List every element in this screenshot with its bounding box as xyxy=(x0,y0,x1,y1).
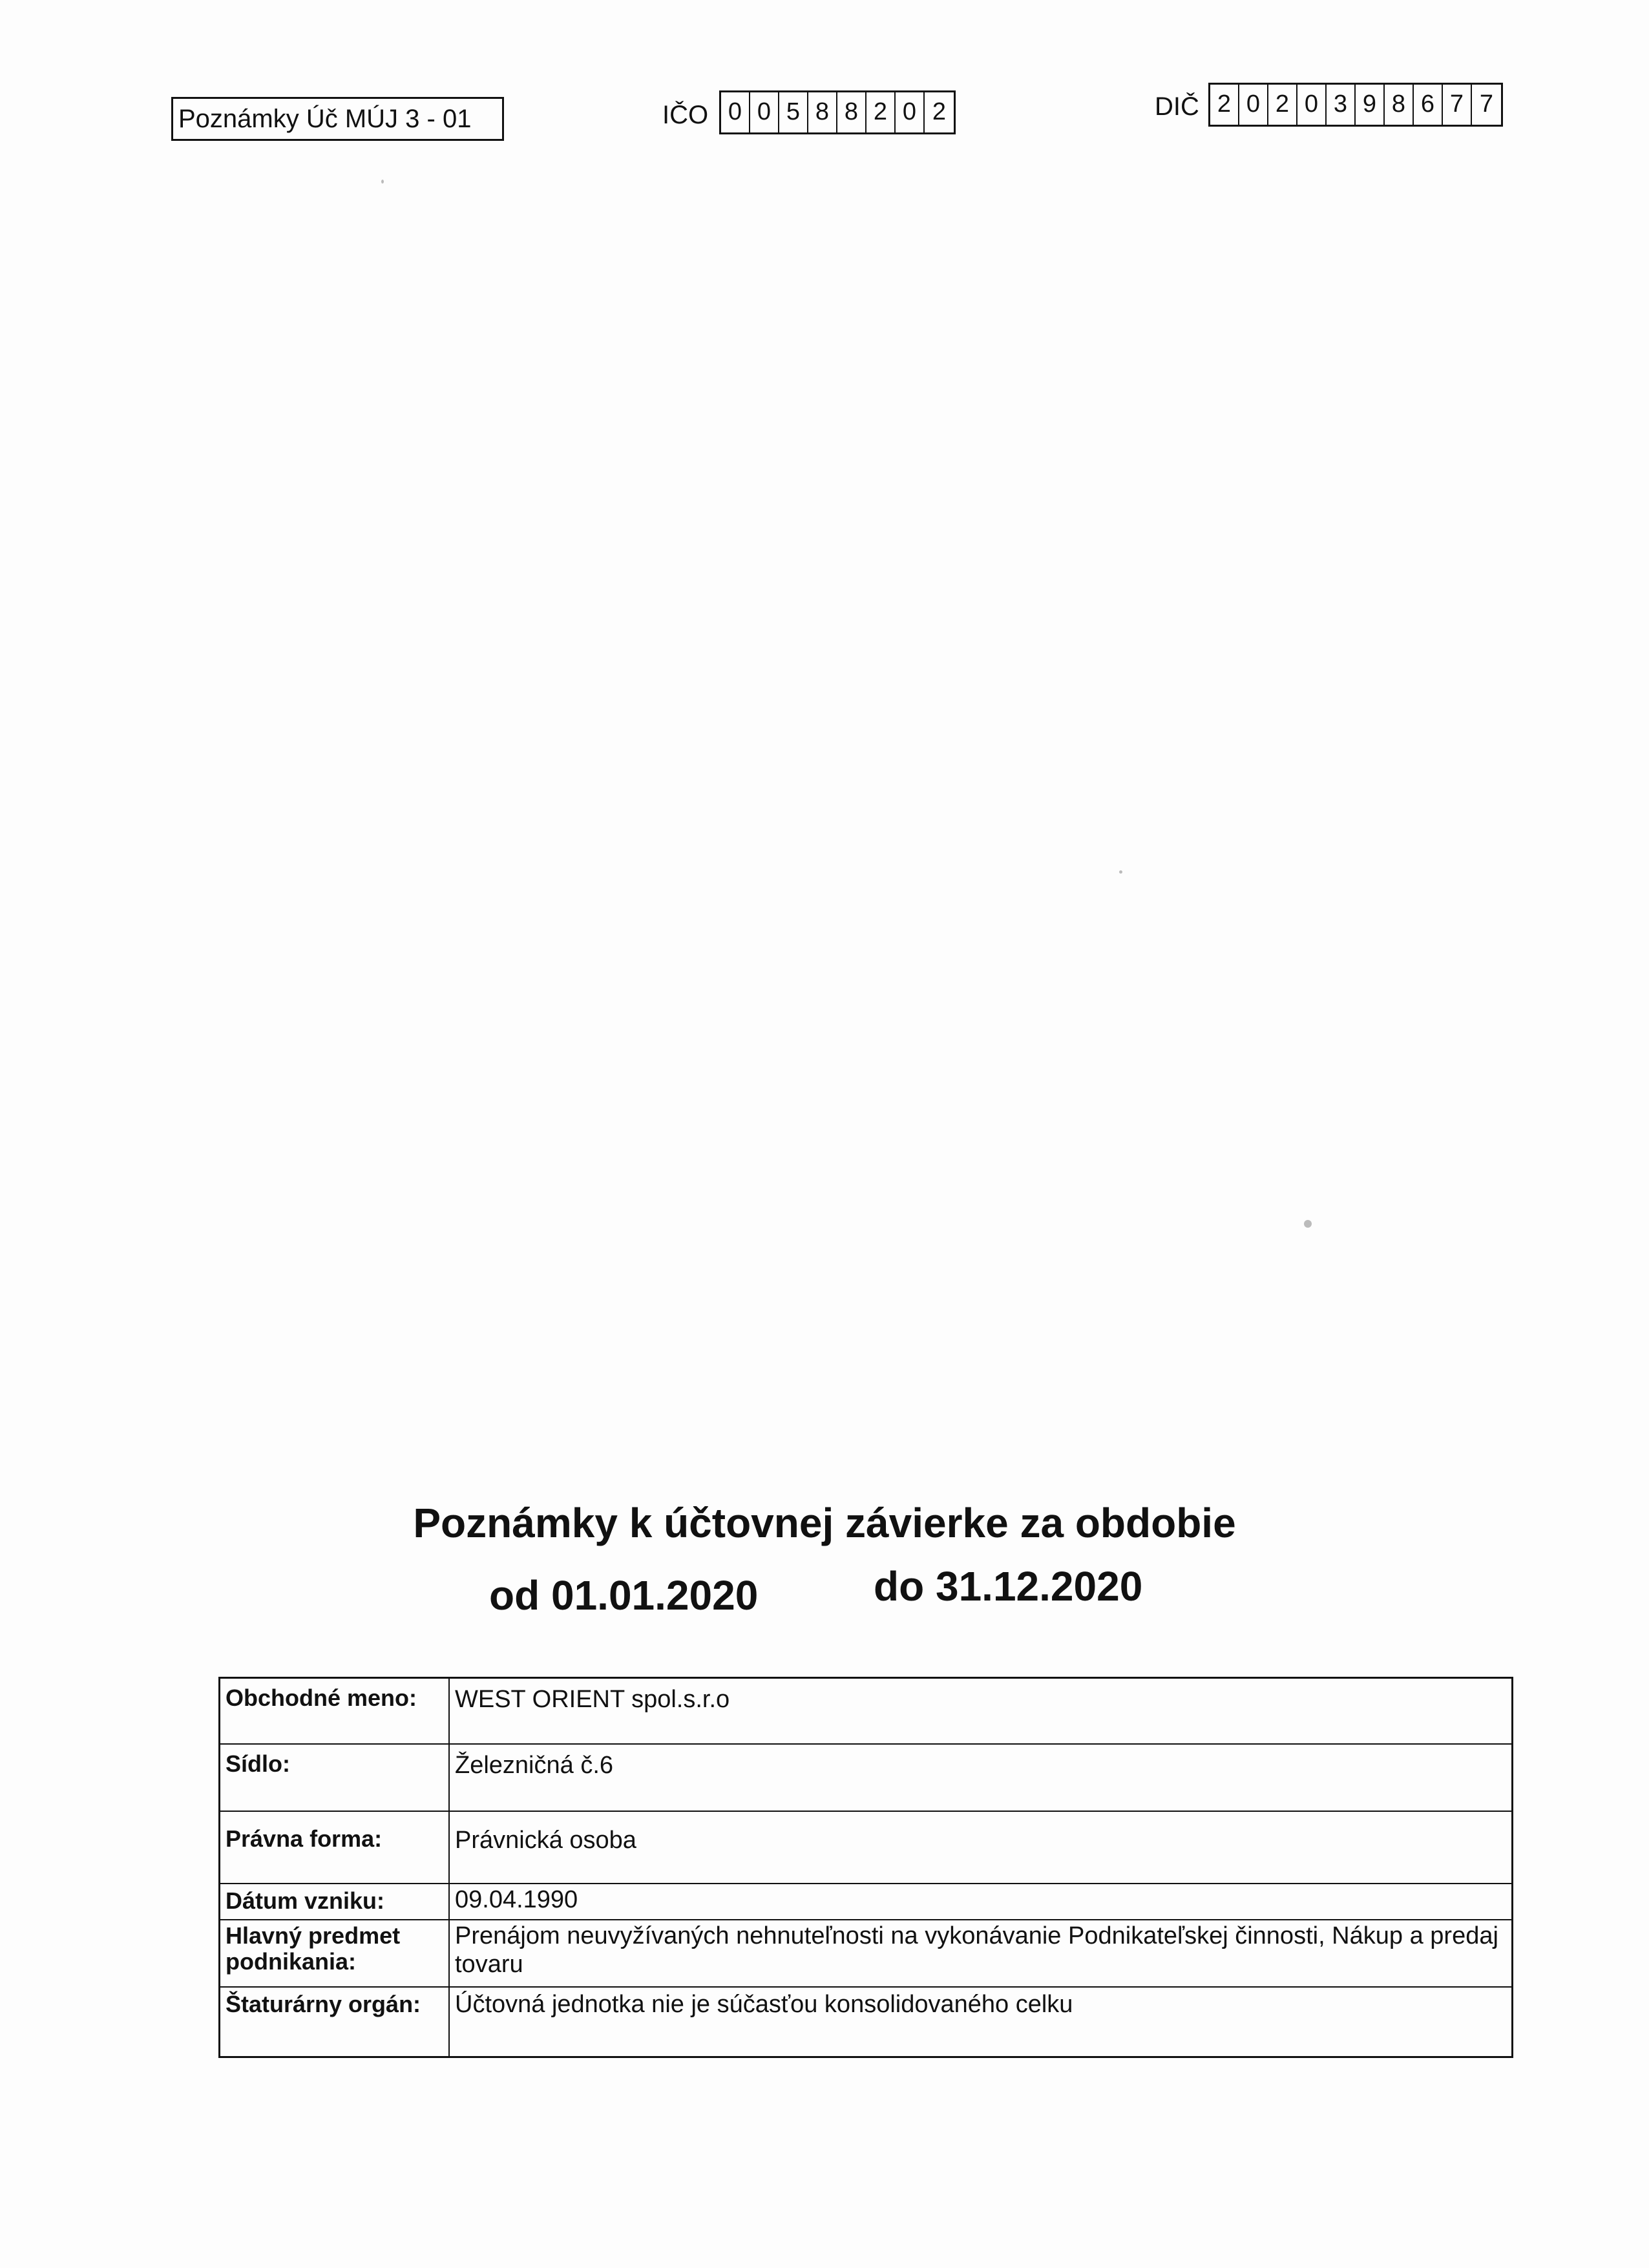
form-label-box xyxy=(171,97,504,141)
dic-digit: 0 xyxy=(1297,85,1327,125)
table-row xyxy=(220,1745,1511,1812)
dic-digit: 2 xyxy=(1210,85,1239,125)
table-row xyxy=(220,1812,1511,1884)
ico-digit: 2 xyxy=(867,92,896,132)
period-to xyxy=(874,1562,1142,1610)
ico-label: IČO xyxy=(662,101,709,129)
scan-speck xyxy=(1119,870,1122,874)
table-row xyxy=(220,1884,1511,1920)
scan-speck xyxy=(1304,1220,1312,1228)
ico-digit: 8 xyxy=(808,92,837,132)
row-label: Hlavný predmet podnikania: xyxy=(220,1920,450,1986)
ico-digit: 0 xyxy=(896,92,925,132)
dic-digit: 3 xyxy=(1327,85,1356,125)
dic-digit: 2 xyxy=(1268,85,1297,125)
row-label: Právna forma: xyxy=(220,1812,450,1883)
scan-speck xyxy=(381,180,384,184)
dic-digit: 9 xyxy=(1356,85,1385,125)
period-to-date: 31.12.2020 xyxy=(935,1563,1143,1610)
dic-digit: 7 xyxy=(1443,85,1472,125)
table-row xyxy=(220,1988,1511,2056)
company-info-table xyxy=(218,1677,1513,2058)
row-label: Dátum vzniku: xyxy=(220,1884,450,1919)
ico-digit: 0 xyxy=(721,92,750,132)
row-value: Účtovná jednotka nie je súčasťou konsolidovaného celku xyxy=(455,1991,1073,2018)
row-label: Štaturárny orgán: xyxy=(220,1988,450,2056)
table-row xyxy=(220,1679,1511,1745)
period-from xyxy=(489,1571,758,1619)
row-label: Obchodné meno: xyxy=(220,1679,450,1743)
row-value: Prenájom neuvyžívaných nehnuteľnosti na vykonávanie Podnikateľskej činnosti, Nákup a predaj tovaru xyxy=(455,1922,1498,1978)
document-title: Poznámky k účtovnej závierke za obdobie xyxy=(413,1500,1236,1546)
ico-digit: 8 xyxy=(837,92,867,132)
period-from-prefix: od xyxy=(489,1572,540,1619)
ico-digit-boxes xyxy=(719,90,956,134)
dic-label: DIČ xyxy=(1155,92,1199,121)
form-label: Poznámky Úč MÚJ 3 - 01 xyxy=(178,105,472,133)
dic-digit: 7 xyxy=(1479,90,1494,118)
dic-digit: 0 xyxy=(1239,85,1268,125)
dic-digit: 8 xyxy=(1385,85,1414,125)
dic-digit-boxes xyxy=(1208,83,1503,127)
row-value: Právnická osoba xyxy=(455,1827,636,1854)
row-value: WEST ORIENT spol.s.r.o xyxy=(455,1686,730,1713)
row-label: Sídlo: xyxy=(220,1745,450,1811)
row-value: 09.04.1990 xyxy=(455,1886,578,1913)
dic-digit: 6 xyxy=(1414,85,1443,125)
ico-digit: 2 xyxy=(932,98,947,125)
ico-digit: 0 xyxy=(750,92,779,132)
ico-digit: 5 xyxy=(779,92,808,132)
period-to-prefix: do xyxy=(874,1563,925,1610)
table-row xyxy=(220,1920,1511,1988)
period-from-date: 01.01.2020 xyxy=(551,1572,759,1619)
row-value: Železničná č.6 xyxy=(455,1752,614,1779)
